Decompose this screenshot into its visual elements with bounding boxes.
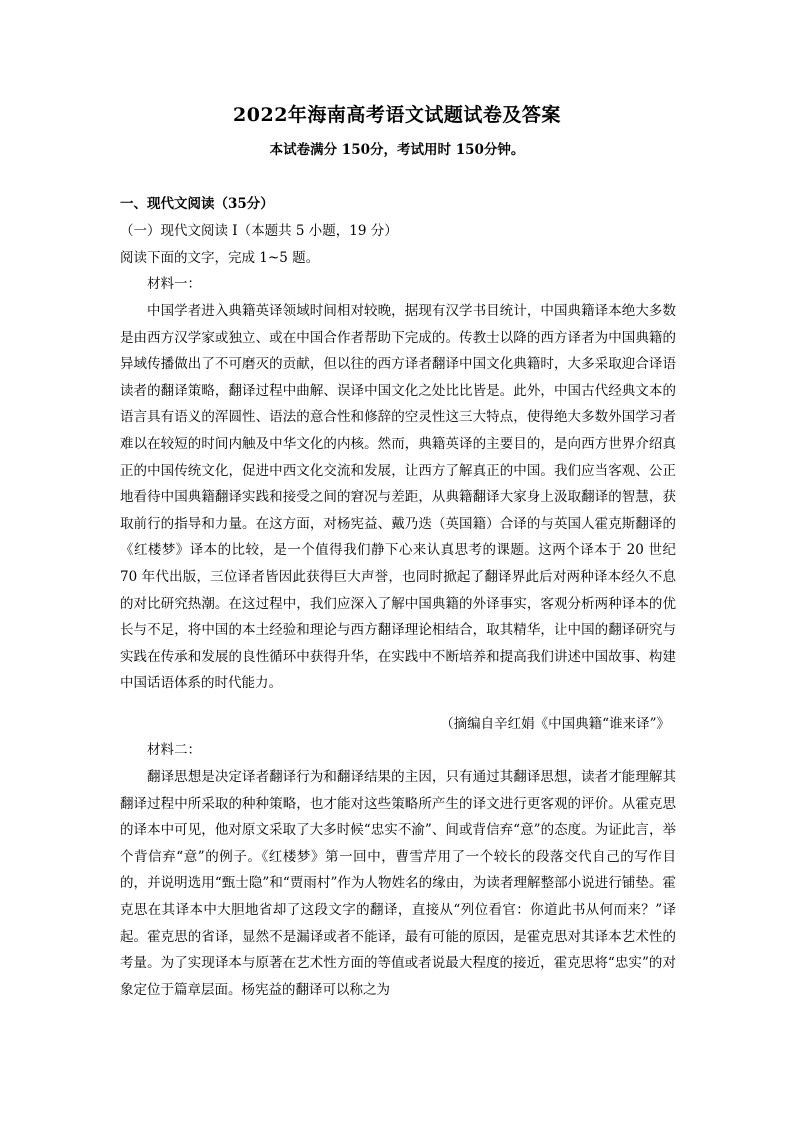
sub-section-heading: （一）现代文阅读 I（本题共 5 小题，19 分） bbox=[120, 223, 398, 239]
section-heading: 一、现代文阅读（35分） bbox=[120, 196, 274, 212]
material-1-paragraph: 中国学者进入典籍英译领域时间相对较晚，据现有汉学书目统计，中国典籍译本绝大多数是由西方汉学家或独立、或在中国合作者帮助下完成的。传教士以降的西方译者为中国典籍的异域传播做出了不可磨灭的贡献，但以往的西方译者翻译中国文化典籍时，大多采取迎合译语读者的翻译策略，翻译过程中曲解、误译中国文化之处比比皆是。此外，中国古代经典文本的语言具有语义的浑圆性、语法的意合性和修辞的空灵性这三大特点，使得绝大多数外国学习者难以在较短的时间内触及中华文化的内核。然而，典籍英译的主要目的，是向西方世界介绍真正的中国传统文化，促进中西文化交流和发展，让西方了解真正的中国。我们应当客观、公正地看待中国典籍翻译实践和接受之间的窘况与差距，从典籍翻译大家身上汲取翻译的智慧，获取前行的指导和力量。在这方面，对杨宪益、戴乃迭（英国籍）合译的与英国人霍克斯翻译的《红楼梦》译本的比较，是一个值得我们静下心来认真思考的课题。这两个译本于 20 世纪 70 年代出版，三位译者皆因此获得巨大声誉，也同时掀起了翻译界此后对两种译本经久不息的对比研究热潮。在这过程中，我们应深入了解中国典籍的外译事实，客观分析两种译本的优长与不足，将中国的本土经验和理论与西方翻译理论相结合，取其精华，让中国的翻译研究与实践在传承和发展的良性循环中获得升华，在实践中不断培养和提高我们讲述中国故事、构建中国话语体系的时代能力。 bbox=[120, 303, 676, 692]
document-title: 2022年海南高考语文试题试卷及答案 bbox=[233, 104, 561, 126]
material-1-label: 材料一： bbox=[147, 276, 201, 292]
material-2-label: 材料二： bbox=[147, 742, 201, 758]
exam-info: 本试卷满分 150分，考试用时 150分钟。 bbox=[269, 142, 525, 158]
reading-instruction: 阅读下面的文字，完成 1~5 题。 bbox=[120, 250, 320, 266]
material-1-citation: （摘编自辛红娟《中国典籍“谁来译”》 bbox=[440, 716, 670, 732]
material-2-paragraph: 翻译思想是决定译者翻译行为和翻译结果的主因，只有通过其翻译思想，读者才能理解其翻译过程中所采取的种种策略，也才能对这些策略所产生的译文进行更客观的评价。从霍克思的译本中可见，他对原文采取了大多时候“忠实不渝”、间或背信弃“意”的态度。为证此言，举个背信弃“意”的例子。《红楼梦》第一回中，曹雪芹用了一个较长的段落交代自己的写作目的，并说明选用“甄士隐”和“贾雨村”作为人物姓名的缘由，为读者理解整部小说进行铺垫。霍克思在其译本中大胆地省却了这段文字的翻译，直接从“列位看官：你道此书从何而来？”译起。霍克思的省译，显然不是漏译或者不能译，最有可能的原因，是霍克思对其译本艺术性的考量。为了实现译本与原著在艺术性方面的等值或者说最大程度的接近，霍克思将“忠实”的对象定位于篇章层面。杨宪益的翻译可以称之为 bbox=[120, 769, 676, 998]
